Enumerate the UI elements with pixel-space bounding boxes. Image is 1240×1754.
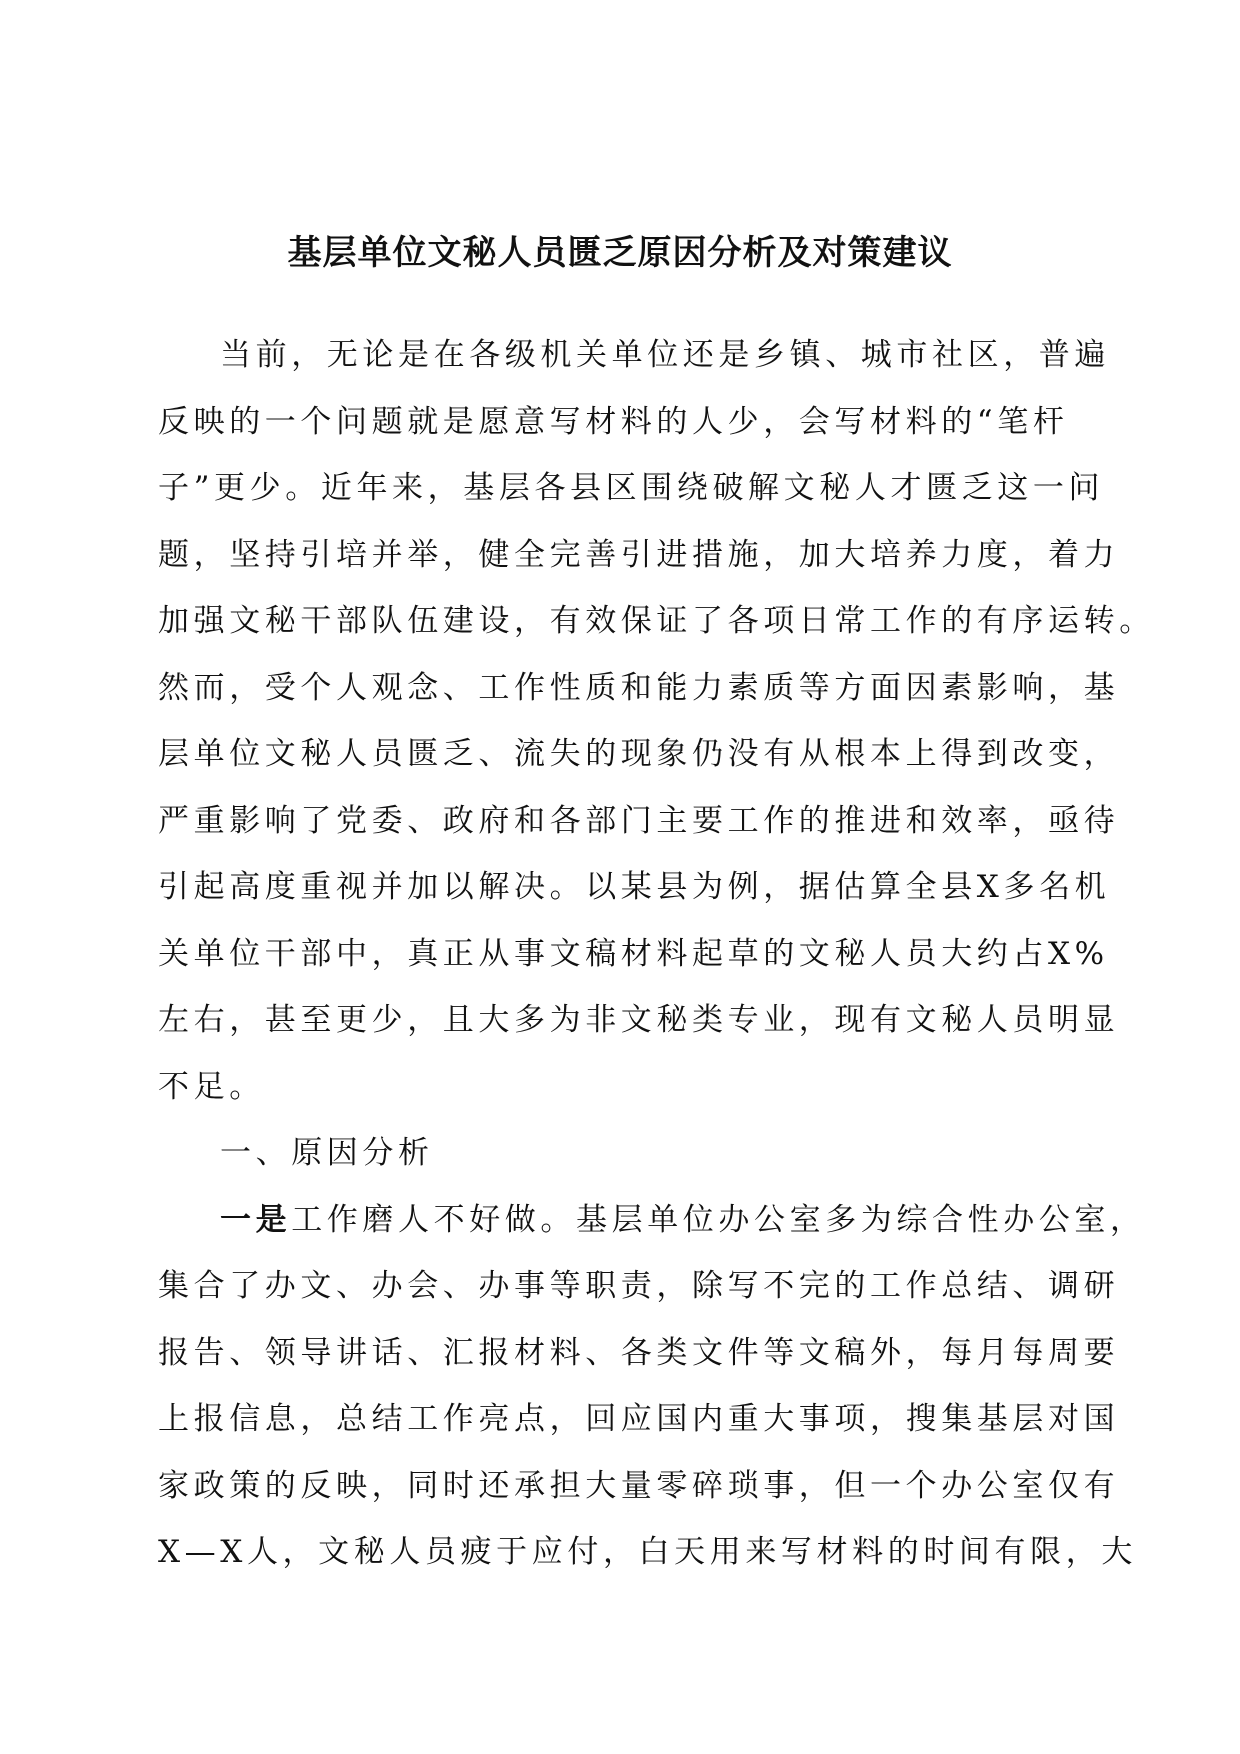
intro-line: 题，坚持引培并举，健全完善引进措施，加大培养力度，着力	[158, 536, 1120, 573]
intro-line: 加强文秘干部队伍建设，有效保证了各项日常工作的有序运转。	[158, 603, 1155, 639]
point-one-line: 集合了办文、办会、办事等职责，除写不完的工作总结、调研	[158, 1268, 1120, 1304]
section-heading: 一、原因分析	[220, 1135, 434, 1171]
intro-line: 反映的一个问题就是愿意写材料的人少，会写材料的“笔杆	[158, 403, 1069, 440]
point-one-line: 报告、领导讲话、汇报材料、各类文件等文稿外，每月每周要	[158, 1334, 1120, 1371]
intro-line: 关单位干部中，真正从事文稿材料起草的文秘人员大约占X%	[158, 935, 1109, 972]
point-one-first-line	[158, 1187, 1146, 1254]
point-one-line: 家政策的反映，同时还承担大量零碎琐事，但一个办公室仅有	[158, 1467, 1120, 1504]
intro-line: 不足。	[158, 1068, 265, 1105]
point-one-line: X—X人，文秘人员疲于应付，白天用来写材料的时间有限，大	[158, 1534, 1137, 1570]
intro-line: 子”更少。近年来，基层各县区围绕破解文秘人才匮乏这一问	[158, 470, 1105, 506]
intro-line: 严重影响了党委、政府和各部门主要工作的推进和效率，亟待	[158, 802, 1120, 839]
point-one-first-line-text: 工作磨人不好做。基层单位办公室多为综合性办公室，	[291, 1201, 1146, 1238]
intro-line: 然而，受个人观念、工作性质和能力素质等方面因素影响，基	[158, 669, 1120, 706]
intro-line: 层单位文秘人员匮乏、流失的现象仍没有从根本上得到改变，	[158, 736, 1120, 772]
document-body	[158, 322, 1155, 1586]
intro-line: 引起高度重视并加以解决。以某县为例，据估算全县X多名机	[158, 869, 1111, 905]
intro-line: 左右，甚至更少，且大多为非文秘类专业，现有文秘人员明显	[158, 1002, 1120, 1038]
point-one-line: 上报信息，总结工作亮点，回应国内重大事项，搜集基层对国	[158, 1401, 1120, 1437]
point-one-lead: 一是	[220, 1201, 292, 1238]
intro-line: 当前，无论是在各级机关单位还是乡镇、城市社区，普遍	[220, 337, 1110, 373]
document-title: 基层单位文秘人员匮乏原因分析及对策建议	[287, 233, 953, 273]
